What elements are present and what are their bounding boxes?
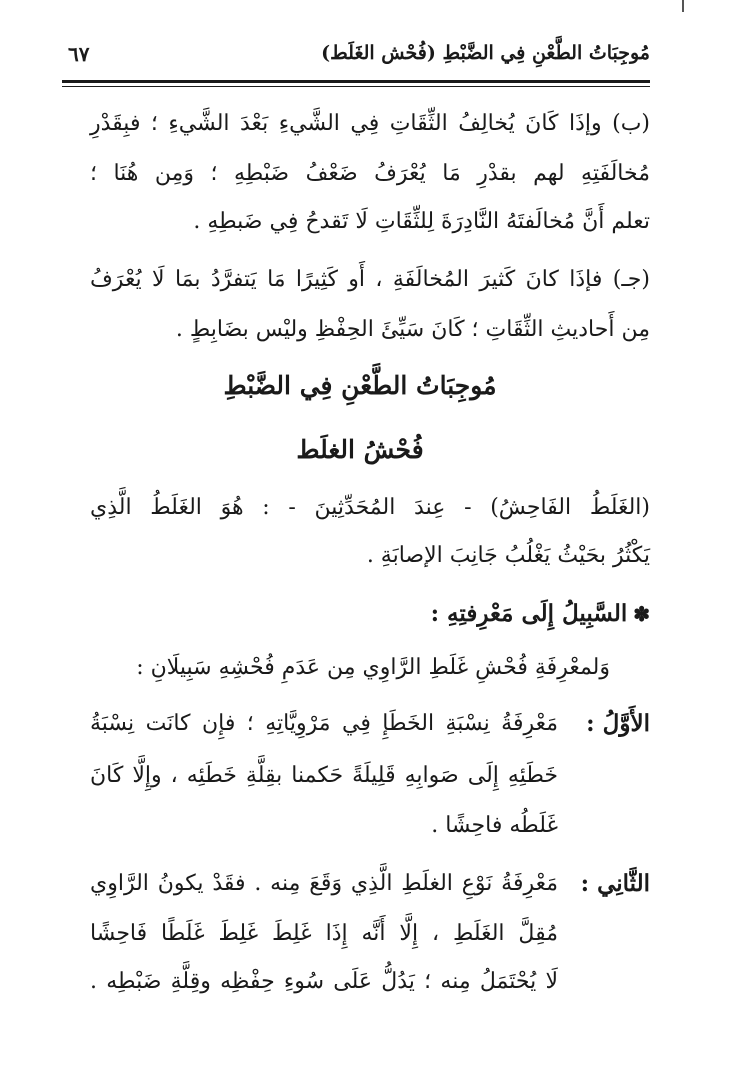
second-method-line-3: لَا يُحْتَمَلُ مِنه ؛ يَدُلُّ عَلَى سُوءِ حِفْظِه وقِلَّةِ ضَبْطِه . xyxy=(90,969,558,994)
page-number: ٦٧ xyxy=(68,42,90,66)
definition-line-1: (الغَلَطُ الفَاحِشُ) - عِندَ المُحَدِّثِينَ - : هُوَ الغَلَطُ الَّذِي xyxy=(90,495,650,520)
first-method-term: الأَوَّلُ : xyxy=(586,710,650,737)
running-header xyxy=(60,40,650,76)
header-rule-thick xyxy=(62,80,650,83)
section-heading: مُوجِبَاتُ الطَّعْنِ فِي الضَّبْطِ xyxy=(223,371,497,400)
path-intro: وَلمعْرِفَةِ فُحْشِ غَلَطِ الرَّاوِي مِن عَدَمِ فُحْشِهِ سَبِيلَانِ : xyxy=(136,655,610,680)
second-method-term: الثَّانِي : xyxy=(580,870,650,897)
star-icon: ✽ xyxy=(633,602,650,626)
second-method-line-1: مَعْرِفَةُ نَوْعِ الغلَطِ الَّذِي وَقَعَ مِنه . فقَدْ يكونُ الرَّاوِي xyxy=(90,871,558,896)
second-method-line-2: مُقِلَّ الغَلَطِ ، إِلَّا أَنَّه إِذَا غَلِطَ غَلِطَ غَلَطًا فَاحِشًا xyxy=(90,921,558,946)
first-method-line-3: غَلَطُه فاحِشًا . xyxy=(431,813,558,838)
paragraph-b-line-2: مُخالَفَتِهِ لهم بقدْرِ مَا يُعْرَفُ ضَعْفُ ضَبْطِهِ ؛ وَمِن هُنَا ؛ xyxy=(90,161,650,186)
definition-line-2: يَكْثُرُ بحَيْثُ يَغْلُبُ جَانِبَ الإصابَةِ . xyxy=(366,543,650,568)
scan-mark xyxy=(682,0,684,12)
path-heading-text: السَّبِيلُ إِلَى مَعْرِفتِهِ : xyxy=(430,600,628,627)
header-rule-thin xyxy=(62,86,650,87)
paragraph-c-line-2: مِن أَحاديثِ الثِّقَاتِ ؛ كَانَ سَيِّئَ الحِفْظِ وليْس بضَابِطٍ . xyxy=(175,317,650,342)
section-subheading: فُحْشُ الغلَط xyxy=(296,435,424,464)
paragraph-b-line-3: تعلم أَنَّ مُخالَفتَهُ النَّادِرَةَ لِلثِّقَاتِ لَا تَقدحُ فِي ضَبطِهِ . xyxy=(193,209,650,234)
path-heading xyxy=(431,594,650,634)
paragraph-c-line-1: (جـ) فإذَا كانَ كَثيرَ المُخالَفَةِ ، أَو كَثِيرًا مَا يَتفرَّدُ بمَا لَا يُعْرَفُ xyxy=(90,267,650,292)
running-header-title: مُوجِبَاتُ الطَّعْنِ فِي الضَّبْطِ (فُحْش الغَلَط) xyxy=(321,42,650,64)
first-method-line-1: مَعْرِفَةُ نِسْبَةِ الخَطَإِ فِي مَرْوِيَّاتِهِ ؛ فإِن كانَت نِسْبَةُ xyxy=(90,711,558,736)
paragraph-b-line-1: (ب) وإذَا كَانَ يُخالِفُ الثِّقَاتِ فِي الشَّيءِ بَعْدَ الشَّيءِ ؛ فبِقَدْرِ xyxy=(90,111,650,136)
first-method-line-2: خَطَئِهِ إِلَى صَوابِهِ قَلِيلَةً حَكمنا بقِلَّةِ خَطَئِه ، وإِلَّا كَانَ xyxy=(90,763,558,788)
